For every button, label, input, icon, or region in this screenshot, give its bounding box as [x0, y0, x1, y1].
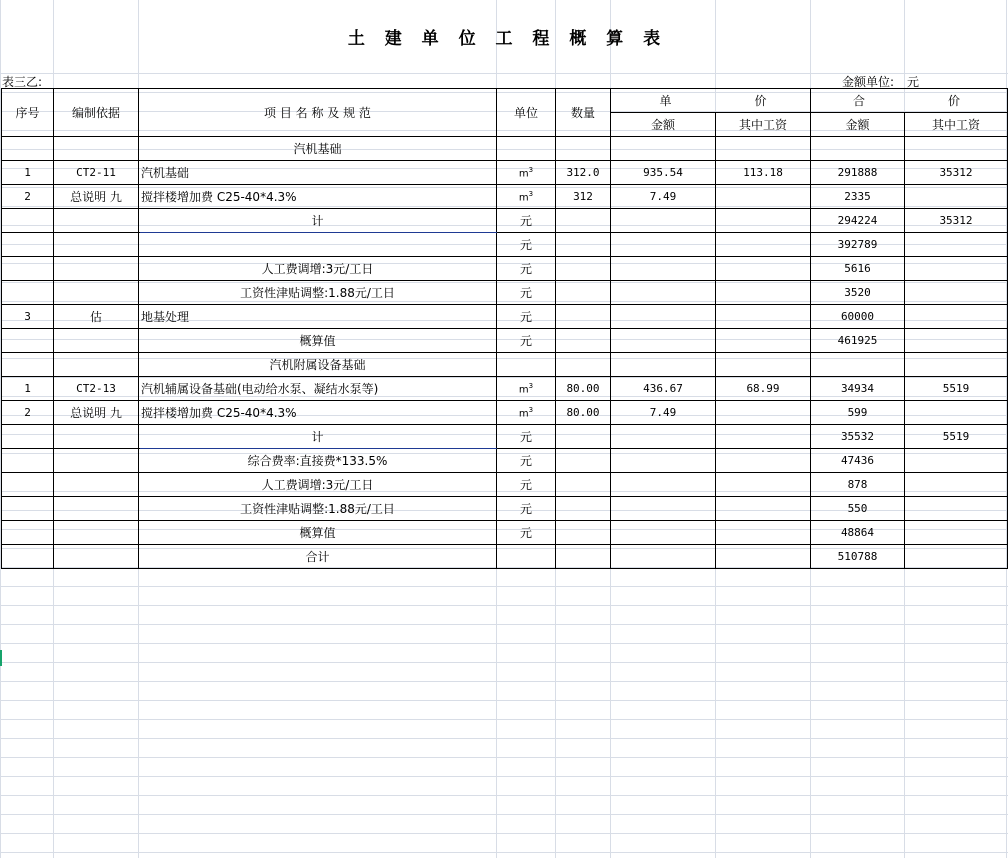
row-unit-labor[interactable]	[716, 209, 811, 233]
currency-label: 金额单位:	[842, 74, 895, 89]
row-unit-price[interactable]	[611, 425, 716, 449]
table-row	[2, 545, 1008, 569]
row-unit-price[interactable]: 7.49	[611, 401, 716, 425]
table-row	[2, 329, 1008, 353]
row-total[interactable]: 34934	[811, 377, 905, 401]
row-total-labor[interactable]	[905, 497, 1008, 521]
row-basis[interactable]	[54, 473, 139, 497]
unit-text: 元	[519, 262, 532, 276]
row-total-labor[interactable]	[905, 257, 1008, 281]
unit-superscript: 3	[528, 381, 534, 390]
unit-text: 元	[519, 334, 532, 348]
unit-text: 元	[519, 430, 532, 444]
row-total[interactable]: 35532	[811, 425, 905, 449]
unit-text: m	[518, 168, 529, 180]
row-unit-labor[interactable]	[716, 449, 811, 473]
row-total-labor[interactable]	[905, 137, 1008, 161]
row-unit-price[interactable]	[611, 233, 716, 257]
row-item[interactable]: 人工费调增:3元/工日	[139, 257, 497, 281]
row-total-labor[interactable]: 5519	[905, 377, 1008, 401]
row-unit-price[interactable]	[611, 521, 716, 545]
row-item[interactable]: 合计	[139, 545, 497, 569]
header-total[interactable]	[811, 89, 1008, 113]
row-unit-price[interactable]	[611, 449, 716, 473]
row-unit-labor[interactable]	[716, 233, 811, 257]
row-unit[interactable]	[497, 281, 556, 305]
table-row	[2, 401, 1008, 425]
row-qty[interactable]	[556, 425, 611, 449]
subtotal-underline-2	[140, 448, 497, 449]
table-row	[2, 425, 1008, 449]
row-unit[interactable]	[497, 353, 556, 377]
row-seq[interactable]	[2, 449, 54, 473]
table-row	[2, 281, 1008, 305]
row-item[interactable]: 工资性津贴调整:1.88元/工日	[139, 497, 497, 521]
row-total-labor[interactable]	[905, 329, 1008, 353]
row-seq[interactable]: 1	[2, 161, 54, 185]
table-row	[2, 377, 1008, 401]
row-item[interactable]: 计	[139, 425, 497, 449]
row-qty[interactable]	[556, 305, 611, 329]
table-label: 表三乙:	[2, 74, 43, 89]
unit-text: 元	[519, 238, 532, 252]
row-total[interactable]: 878	[811, 473, 905, 497]
unit-text: m	[518, 408, 529, 420]
estimate-table	[1, 88, 1008, 569]
row-qty[interactable]	[556, 521, 611, 545]
row-qty[interactable]: 312.0	[556, 161, 611, 185]
row-total-labor[interactable]	[905, 353, 1008, 377]
row-unit-labor[interactable]	[716, 521, 811, 545]
row-basis[interactable]: 总说明 九	[54, 185, 139, 209]
grid-row-line	[0, 852, 1008, 853]
subtotal-underline-1	[140, 232, 497, 233]
row-basis[interactable]	[54, 329, 139, 353]
row-qty[interactable]	[556, 137, 611, 161]
page-title: 土 建 单 位 工 程 概 算 表	[347, 29, 661, 49]
grid-row-line	[0, 795, 1008, 796]
row-unit-labor[interactable]	[716, 185, 811, 209]
unit-text: 元	[519, 454, 532, 468]
row-total[interactable]: 550	[811, 497, 905, 521]
row-unit-labor[interactable]	[716, 425, 811, 449]
row-seq[interactable]	[2, 233, 54, 257]
row-seq[interactable]: 1	[2, 377, 54, 401]
row-item[interactable]: 人工费调增:3元/工日	[139, 473, 497, 497]
row-total[interactable]	[811, 137, 905, 161]
row-unit[interactable]	[497, 137, 556, 161]
header-amount-total[interactable]: 金额	[811, 113, 905, 137]
row-seq[interactable]	[2, 257, 54, 281]
row-unit-price[interactable]	[611, 281, 716, 305]
row-total-labor[interactable]	[905, 449, 1008, 473]
row-basis[interactable]	[54, 233, 139, 257]
row-unit-price[interactable]: 7.49	[611, 185, 716, 209]
row-unit-price[interactable]	[611, 209, 716, 233]
row-seq[interactable]	[2, 521, 54, 545]
row-unit[interactable]	[497, 233, 556, 257]
unit-superscript: 3	[528, 165, 534, 174]
row-basis[interactable]: 总说明 九	[54, 401, 139, 425]
row-total-labor[interactable]	[905, 233, 1008, 257]
unit-text: m	[518, 384, 529, 396]
grid-row-line	[0, 719, 1008, 720]
row-unit[interactable]	[497, 305, 556, 329]
row-seq[interactable]: 2	[2, 401, 54, 425]
grid-row-line	[0, 776, 1008, 777]
row-unit[interactable]	[497, 449, 556, 473]
row-unit-labor[interactable]	[716, 305, 811, 329]
row-total-labor[interactable]	[905, 281, 1008, 305]
row-qty[interactable]	[556, 473, 611, 497]
row-item[interactable]: 汽机附属设备基础	[139, 353, 497, 377]
row-seq[interactable]	[2, 353, 54, 377]
table-row	[2, 209, 1008, 233]
row-unit-price[interactable]	[611, 305, 716, 329]
row-qty[interactable]	[556, 449, 611, 473]
row-unit-labor[interactable]	[716, 137, 811, 161]
unit-text: 元	[519, 478, 532, 492]
header-labor[interactable]: 其中工资	[716, 113, 811, 137]
grid-row-line	[0, 662, 1008, 663]
grid-row-line	[0, 833, 1008, 834]
header-amount[interactable]: 金额	[611, 113, 716, 137]
grid-row-line	[0, 643, 1008, 644]
row-unit[interactable]	[497, 161, 556, 185]
row-total-labor[interactable]	[905, 545, 1008, 569]
unit-text: 元	[519, 214, 532, 228]
row-unit[interactable]	[497, 521, 556, 545]
row-unit-price[interactable]: 935.54	[611, 161, 716, 185]
row-unit-labor[interactable]	[716, 257, 811, 281]
row-unit-labor[interactable]	[716, 545, 811, 569]
row-qty[interactable]: 80.00	[556, 377, 611, 401]
row-item[interactable]: 综合费率:直接费*133.5%	[139, 449, 497, 473]
row-unit[interactable]	[497, 209, 556, 233]
row-total[interactable]: 599	[811, 401, 905, 425]
header-unit-price[interactable]	[611, 89, 811, 113]
row-unit-price[interactable]	[611, 329, 716, 353]
row-item[interactable]: 汽机基础	[139, 161, 497, 185]
row-seq[interactable]	[2, 545, 54, 569]
unit-text: 元	[519, 310, 532, 324]
grid-row-line	[0, 624, 1008, 625]
row-seq[interactable]: 2	[2, 185, 54, 209]
row-unit-price[interactable]	[611, 353, 716, 377]
row-unit-labor[interactable]	[716, 329, 811, 353]
row-total-labor[interactable]: 5519	[905, 425, 1008, 449]
row-basis[interactable]	[54, 521, 139, 545]
header-item[interactable]: 项 目 名 称 及 规 范	[139, 89, 497, 137]
row-unit-labor[interactable]	[716, 497, 811, 521]
table-row	[2, 185, 1008, 209]
row-basis[interactable]: 估	[54, 305, 139, 329]
row-total[interactable]: 47436	[811, 449, 905, 473]
row-unit[interactable]	[497, 185, 556, 209]
grid-row-line	[0, 681, 1008, 682]
row-total-labor[interactable]	[905, 185, 1008, 209]
row-item[interactable]: 概算值	[139, 521, 497, 545]
row-qty[interactable]	[556, 281, 611, 305]
row-seq[interactable]	[2, 209, 54, 233]
row-unit-labor[interactable]: 113.18	[716, 161, 811, 185]
row-qty[interactable]	[556, 209, 611, 233]
row-item[interactable]: 工资性津贴调整:1.88元/工日	[139, 281, 497, 305]
row-unit[interactable]	[497, 545, 556, 569]
row-unit[interactable]	[497, 473, 556, 497]
row-unit-price[interactable]: 436.67	[611, 377, 716, 401]
header-qty[interactable]: 数量	[556, 89, 611, 137]
row-total-labor[interactable]: 35312	[905, 209, 1008, 233]
row-qty[interactable]: 312	[556, 185, 611, 209]
unit-superscript: 3	[528, 189, 534, 198]
header-unit-price-2: 价	[754, 94, 767, 108]
row-basis[interactable]	[54, 137, 139, 161]
row-item[interactable]	[139, 233, 497, 257]
row-item[interactable]: 汽机辅属设备基础(电动给水泵、凝结水泵等)	[139, 377, 497, 401]
row-item[interactable]: 概算值	[139, 329, 497, 353]
row-qty[interactable]	[556, 545, 611, 569]
row-total[interactable]: 294224	[811, 209, 905, 233]
unit-superscript: 3	[528, 405, 534, 414]
row-total[interactable]	[811, 353, 905, 377]
row-total[interactable]: 60000	[811, 305, 905, 329]
row-unit-labor[interactable]: 68.99	[716, 377, 811, 401]
row-unit-price[interactable]	[611, 257, 716, 281]
header-unit-price-1: 单	[659, 94, 672, 108]
row-unit[interactable]	[497, 257, 556, 281]
row-basis[interactable]	[54, 257, 139, 281]
row-total[interactable]: 48864	[811, 521, 905, 545]
row-total[interactable]: 2335	[811, 185, 905, 209]
row-item[interactable]: 搅拌楼增加费 C25-40*4.3%	[139, 185, 497, 209]
table-row	[2, 233, 1008, 257]
row-qty[interactable]	[556, 257, 611, 281]
table-row	[2, 473, 1008, 497]
row-seq[interactable]	[2, 137, 54, 161]
grid-row-line	[0, 757, 1008, 758]
row-basis[interactable]	[54, 545, 139, 569]
unit-text: 元	[519, 526, 532, 540]
header-total-2: 价	[947, 94, 960, 108]
unit-text: 元	[519, 502, 532, 516]
table-row	[2, 521, 1008, 545]
row-basis[interactable]	[54, 281, 139, 305]
row-item[interactable]: 搅拌楼增加费 C25-40*4.3%	[139, 401, 497, 425]
row-qty[interactable]	[556, 233, 611, 257]
row-total[interactable]: 461925	[811, 329, 905, 353]
row-basis[interactable]	[54, 353, 139, 377]
row-qty[interactable]	[556, 353, 611, 377]
unit-text: 元	[519, 286, 532, 300]
row-qty[interactable]: 80.00	[556, 401, 611, 425]
row-qty[interactable]	[556, 329, 611, 353]
row-item[interactable]: 汽机基础	[139, 137, 497, 161]
row-unit[interactable]	[497, 497, 556, 521]
row-unit-price[interactable]	[611, 497, 716, 521]
row-basis[interactable]	[54, 497, 139, 521]
row-basis[interactable]	[54, 449, 139, 473]
row-unit-price[interactable]	[611, 545, 716, 569]
header-total-1: 合	[852, 94, 865, 108]
grid-row-line	[0, 605, 1008, 606]
row-seq[interactable]	[2, 329, 54, 353]
table-row	[2, 137, 1008, 161]
row-basis[interactable]	[54, 209, 139, 233]
row-unit-price[interactable]	[611, 473, 716, 497]
row-unit-labor[interactable]	[716, 281, 811, 305]
grid-row-line	[0, 586, 1008, 587]
table-row	[2, 305, 1008, 329]
header-seq[interactable]: 序号	[2, 89, 54, 137]
grid-row-line	[0, 700, 1008, 701]
header-labor-total[interactable]: 其中工资	[905, 113, 1008, 137]
row-total-labor[interactable]	[905, 521, 1008, 545]
grid-row-line	[0, 738, 1008, 739]
row-seq[interactable]	[2, 473, 54, 497]
table-row	[2, 449, 1008, 473]
row-item[interactable]: 地基处理	[139, 305, 497, 329]
row-total[interactable]: 392789	[811, 233, 905, 257]
row-seq[interactable]	[2, 497, 54, 521]
active-row-marker	[0, 650, 2, 666]
currency-value: 元	[907, 74, 920, 89]
table-row	[2, 353, 1008, 377]
header-unit[interactable]: 单位	[497, 89, 556, 137]
header-basis[interactable]: 编制依据	[54, 89, 139, 137]
row-qty[interactable]	[556, 497, 611, 521]
row-total-labor[interactable]: 35312	[905, 161, 1008, 185]
row-unit[interactable]	[497, 329, 556, 353]
row-unit-price[interactable]	[611, 137, 716, 161]
row-unit-labor[interactable]	[716, 473, 811, 497]
grid-row-line	[0, 814, 1008, 815]
row-unit[interactable]	[497, 377, 556, 401]
row-total-labor[interactable]	[905, 401, 1008, 425]
row-seq[interactable]: 3	[2, 305, 54, 329]
row-total-labor[interactable]	[905, 305, 1008, 329]
row-total[interactable]: 5616	[811, 257, 905, 281]
row-total[interactable]: 510788	[811, 545, 905, 569]
row-basis[interactable]: CT2-13	[54, 377, 139, 401]
row-unit-labor[interactable]	[716, 401, 811, 425]
row-basis[interactable]	[54, 425, 139, 449]
row-total-labor[interactable]	[905, 473, 1008, 497]
row-item[interactable]: 计	[139, 209, 497, 233]
row-unit[interactable]	[497, 401, 556, 425]
table-row	[2, 257, 1008, 281]
table-row	[2, 161, 1008, 185]
row-total[interactable]: 291888	[811, 161, 905, 185]
row-basis[interactable]: CT2-11	[54, 161, 139, 185]
row-total[interactable]: 3520	[811, 281, 905, 305]
unit-text: m	[518, 192, 529, 204]
row-unit[interactable]	[497, 425, 556, 449]
row-unit-labor[interactable]	[716, 353, 811, 377]
row-seq[interactable]	[2, 425, 54, 449]
row-seq[interactable]	[2, 281, 54, 305]
table-row	[2, 497, 1008, 521]
